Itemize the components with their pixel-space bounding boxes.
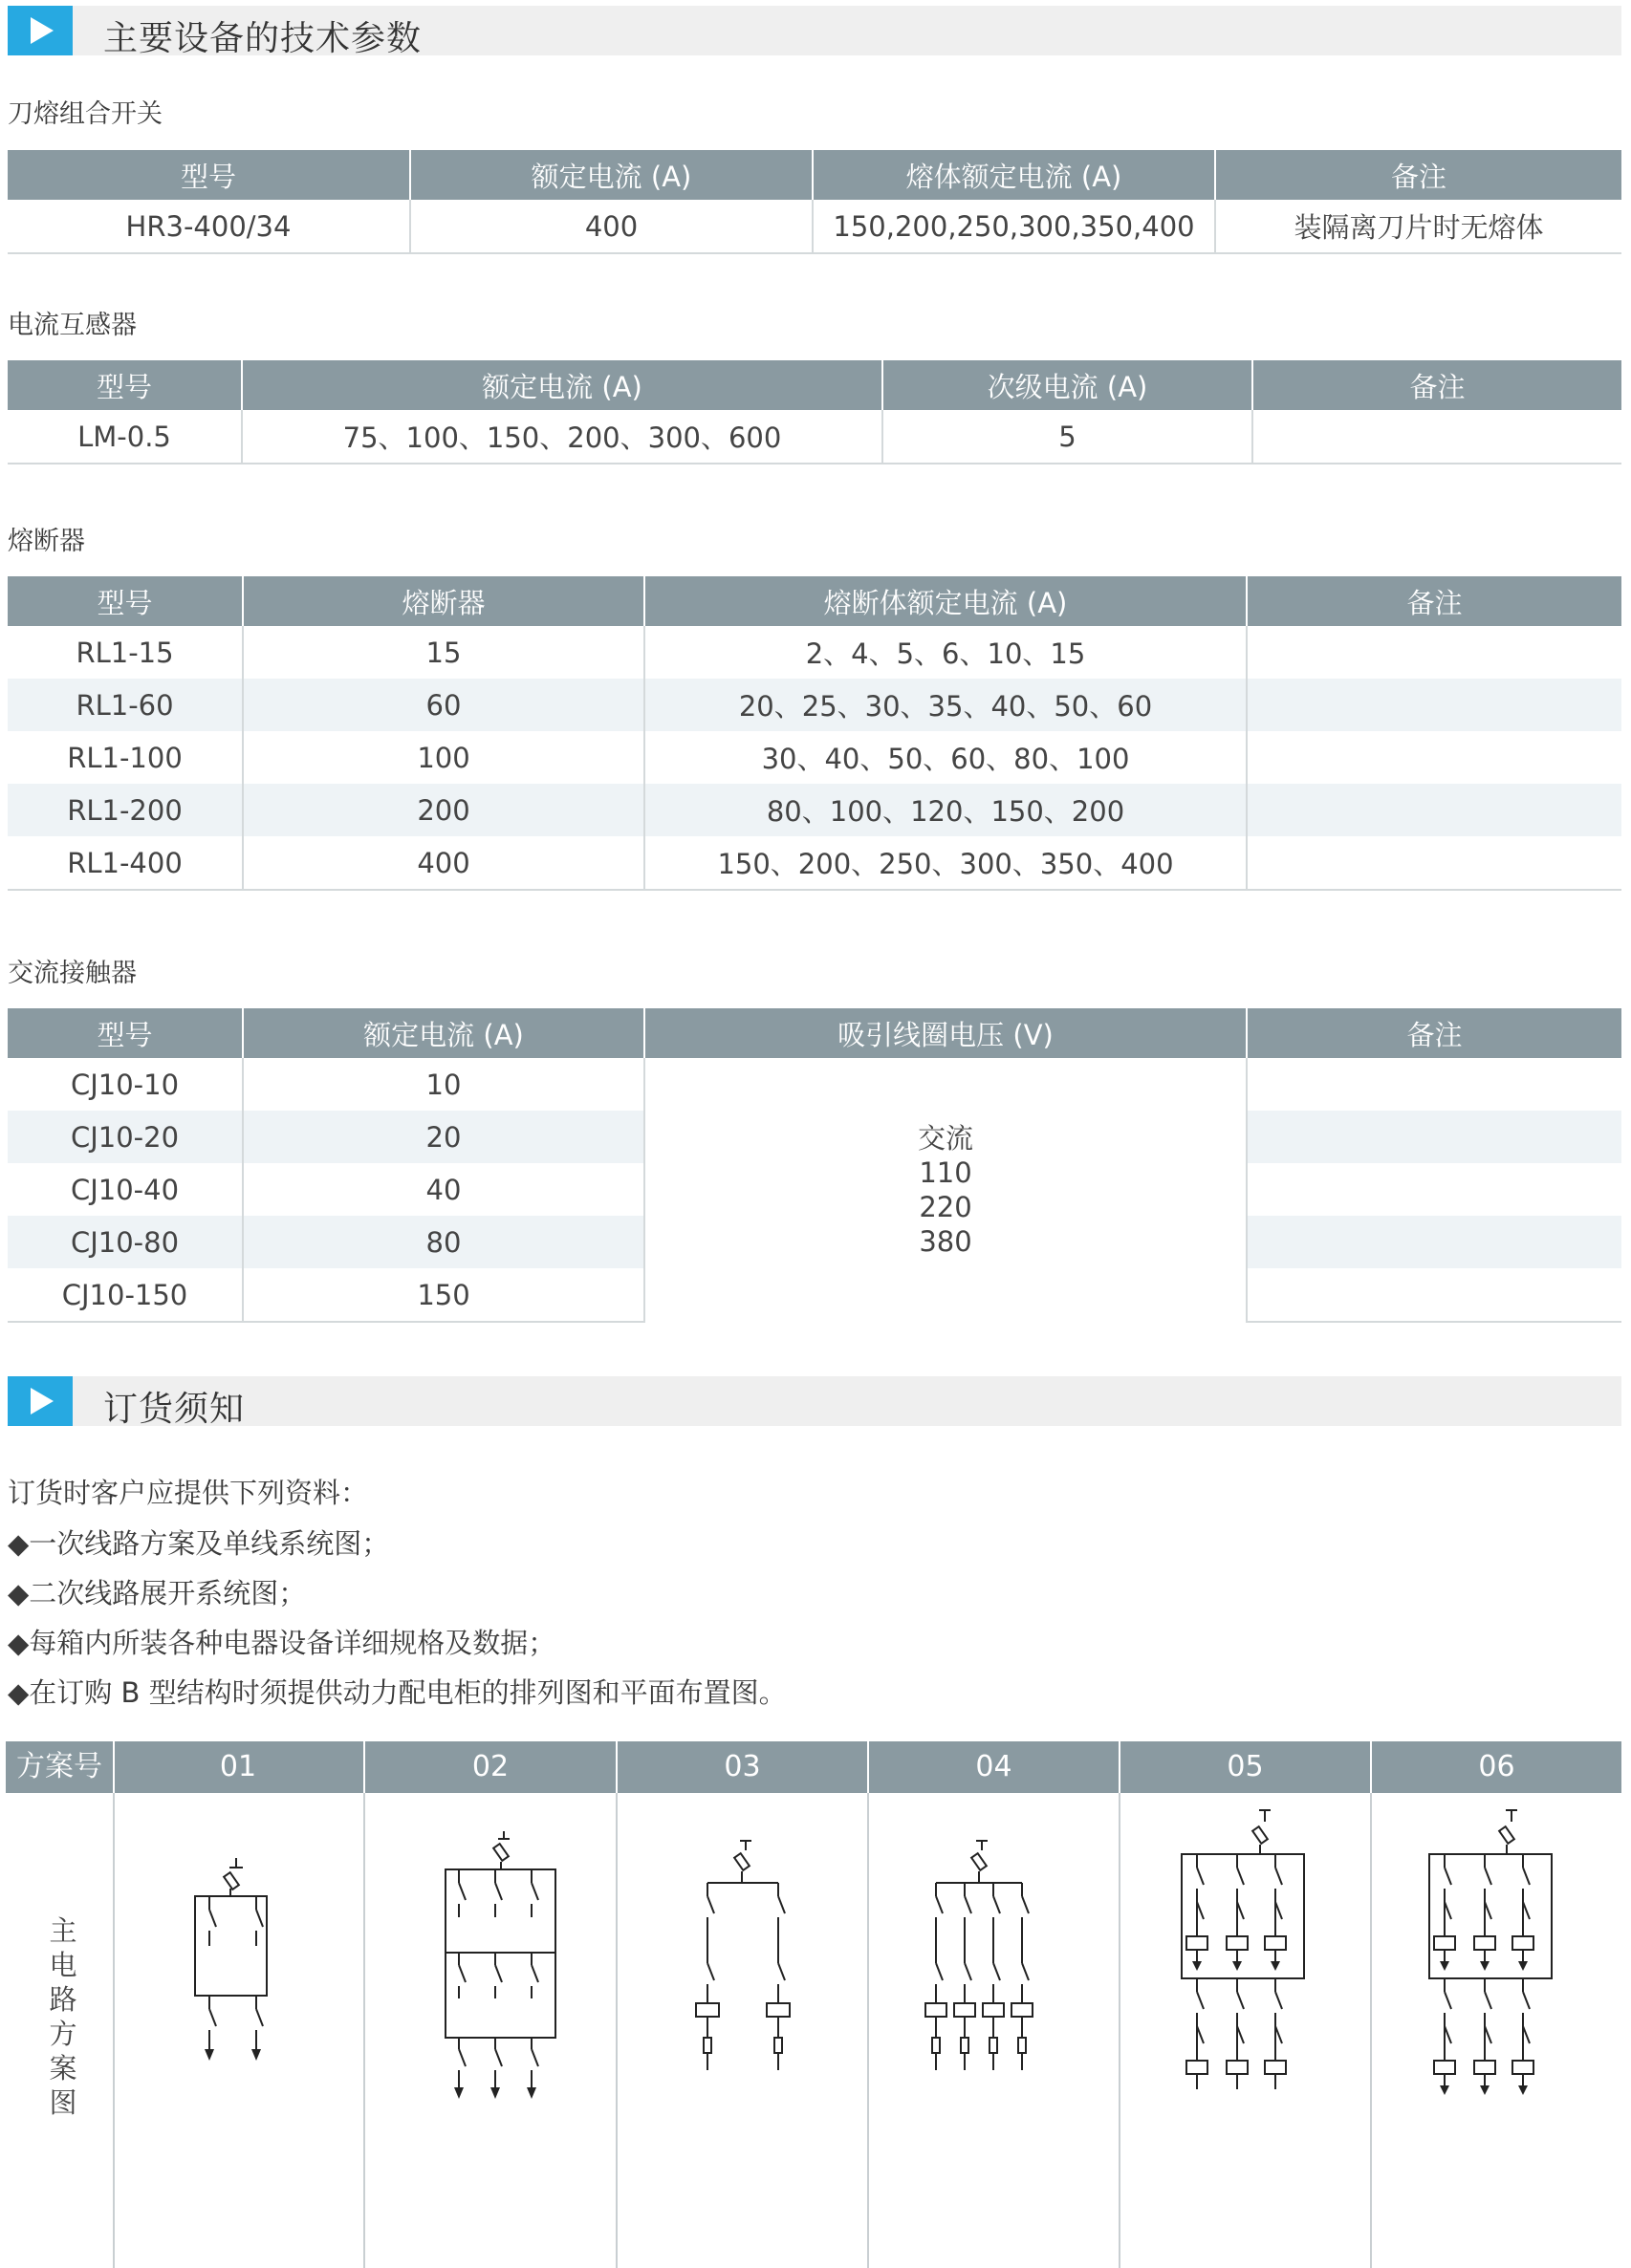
row-label-char: 图 (49, 2086, 77, 2119)
knife-switch-table (8, 150, 1621, 254)
coil-voltage-line: 220 (919, 1191, 972, 1223)
cell-fuse: 400 (243, 836, 644, 890)
cell-fuse-link-current: 30、40、50、60、80、100 (644, 731, 1247, 784)
scheme-number: 05 (1120, 1741, 1370, 1793)
ordering-item: ◆每箱内所装各种电器设备详细规格及数据； (8, 1627, 556, 1659)
cell-remarks (1247, 1058, 1621, 1111)
cell-coil-voltage (644, 1058, 1247, 1322)
cell-fuse-link-current: 2、4、5、6、10、15 (644, 626, 1247, 679)
contactor-title: 交流接触器 (8, 959, 137, 988)
scheme-number: 01 (113, 1741, 363, 1793)
header-remarks: 备注 (1252, 360, 1621, 410)
cell-model: CJ10-20 (8, 1111, 243, 1163)
cell-model: CJ10-80 (8, 1216, 243, 1268)
table-row (8, 410, 1621, 464)
cell-remarks (1247, 1163, 1621, 1216)
table-row (8, 731, 1621, 784)
header-secondary-current: 次级电流 (A) (882, 360, 1252, 410)
cell-model: RL1-100 (67, 741, 183, 774)
cell-rated-current: 150 (243, 1268, 644, 1322)
row-label-char: 路 (49, 1983, 77, 2016)
cell-model: CJ10-10 (70, 1068, 180, 1101)
section-title: 订货须知 (103, 1390, 246, 1429)
circuit-scheme-table (6, 1741, 1621, 2268)
play-arrow-icon (8, 1376, 73, 1426)
circuit-diagram-06 (1372, 1793, 1621, 2268)
cell-fuse: 100 (243, 731, 644, 784)
knife-switch-title: 刀熔组合开关 (8, 99, 163, 129)
cell-model: RL1-15 (76, 636, 174, 669)
header-fuse: 熔断器 (243, 576, 644, 626)
header-fuse-rated-current: 熔体额定电流 (A) (813, 150, 1215, 200)
section-header-tech-params (8, 6, 1621, 58)
circuit-diagram-01 (115, 1793, 363, 2268)
cell-remarks (1247, 1111, 1621, 1163)
cell-remarks (1247, 626, 1621, 679)
row-label-char: 案 (49, 2052, 77, 2084)
table-row (8, 200, 1621, 253)
cell-fuse: 15 (243, 626, 644, 679)
header-remarks: 备注 (1215, 150, 1621, 200)
table-row (8, 836, 1621, 890)
cell-model: RL1-60 (8, 679, 243, 731)
header-coil-voltage: 吸引线圈电压 (V) (644, 1008, 1247, 1058)
cell-model: CJ10-150 (8, 1268, 243, 1322)
cell-secondary-current: 5 (882, 410, 1252, 464)
cell-fuse-link-current: 20、25、30、35、40、50、60 (644, 679, 1247, 731)
cell-rated-current: 20 (243, 1111, 644, 1163)
scheme-number: 02 (365, 1741, 616, 1793)
coil-voltage-line: 110 (919, 1156, 972, 1189)
ordering-item: ◆二次线路展开系统图； (8, 1577, 307, 1609)
row-label-char: 方 (49, 2018, 77, 2050)
row-label-char: 电 (49, 1949, 77, 1981)
cell-remarks (1247, 1268, 1621, 1322)
header-remarks: 备注 (1247, 1008, 1621, 1058)
circuit-diagram-05 (1120, 1793, 1370, 2268)
current-transformer-table (8, 360, 1621, 464)
cell-rated-current: 80 (243, 1216, 644, 1268)
table-row (8, 1058, 1621, 1111)
table-row (8, 784, 1621, 836)
cell-rated-current: 10 (243, 1058, 644, 1111)
fuse-table (8, 576, 1621, 891)
cell-remarks (1247, 679, 1621, 731)
contactor-table (8, 1008, 1621, 1323)
circuit-diagram-02 (365, 1793, 616, 2268)
header-model: 型号 (8, 1008, 243, 1058)
cell-model: RL1-200 (8, 784, 243, 836)
cell-model: HR3-400/34 (8, 200, 410, 253)
ordering-item: ◆在订购 B 型结构时须提供动力配电柜的排列图和平面布置图。 (8, 1676, 787, 1709)
cell-model: LM-0.5 (8, 410, 242, 464)
header-remarks: 备注 (1247, 576, 1621, 626)
header-model: 型号 (8, 576, 243, 626)
table-row (8, 679, 1621, 731)
cell-remarks (1247, 784, 1621, 836)
cell-fuse: 200 (243, 784, 644, 836)
section-header-ordering (8, 1376, 1621, 1429)
section-title: 主要设备的技术参数 (103, 19, 423, 58)
header-rated-current: 额定电流 (A) (242, 360, 882, 410)
cell-remarks (1247, 836, 1621, 890)
ordering-intro: 订货时客户应提供下列资料： (8, 1477, 369, 1509)
cell-remarks (1247, 731, 1621, 784)
row-label-main-circuit (44, 1913, 82, 2120)
scheme-header-label: 方案号 (6, 1741, 113, 1793)
header-model: 型号 (8, 360, 242, 410)
scheme-number: 04 (869, 1741, 1119, 1793)
cell-fuse-rated-current: 150,200,250,300,350,400 (813, 200, 1215, 253)
cell-model: CJ10-40 (70, 1173, 180, 1206)
coil-voltage-line: 380 (919, 1225, 972, 1258)
cell-remarks (1252, 410, 1621, 464)
table-row (8, 626, 1621, 679)
scheme-number: 03 (618, 1741, 867, 1793)
cell-rated-current: 40 (243, 1163, 644, 1216)
ordering-item: ◆一次线路方案及单线系统图； (8, 1527, 390, 1560)
cell-rated-current: 75、100、150、200、300、600 (242, 410, 882, 464)
cell-rated-current: 400 (410, 200, 813, 253)
cell-fuse: 60 (243, 679, 644, 731)
play-arrow-icon (8, 6, 73, 55)
cell-fuse-link-current: 80、100、120、150、200 (644, 784, 1247, 836)
header-model: 型号 (8, 150, 410, 200)
current-transformer-title: 电流互感器 (8, 311, 137, 340)
scheme-number: 06 (1372, 1741, 1621, 1793)
header-rated-current: 额定电流 (A) (243, 1008, 644, 1058)
cell-remarks (1247, 1216, 1621, 1268)
header-rated-current: 额定电流 (A) (410, 150, 813, 200)
circuit-diagram-03 (618, 1793, 867, 2268)
header-fuse-link-rated-current: 熔断体额定电流 (A) (644, 576, 1247, 626)
fuse-title: 熔断器 (8, 527, 85, 556)
row-label-char: 主 (49, 1914, 77, 1947)
cell-remarks: 装隔离刀片时无熔体 (1215, 200, 1621, 253)
circuit-diagram-04 (869, 1793, 1119, 2268)
cell-model: RL1-400 (8, 836, 243, 890)
coil-voltage-line: 交流 (917, 1122, 973, 1155)
cell-fuse-link-current: 150、200、250、300、350、400 (644, 836, 1247, 890)
